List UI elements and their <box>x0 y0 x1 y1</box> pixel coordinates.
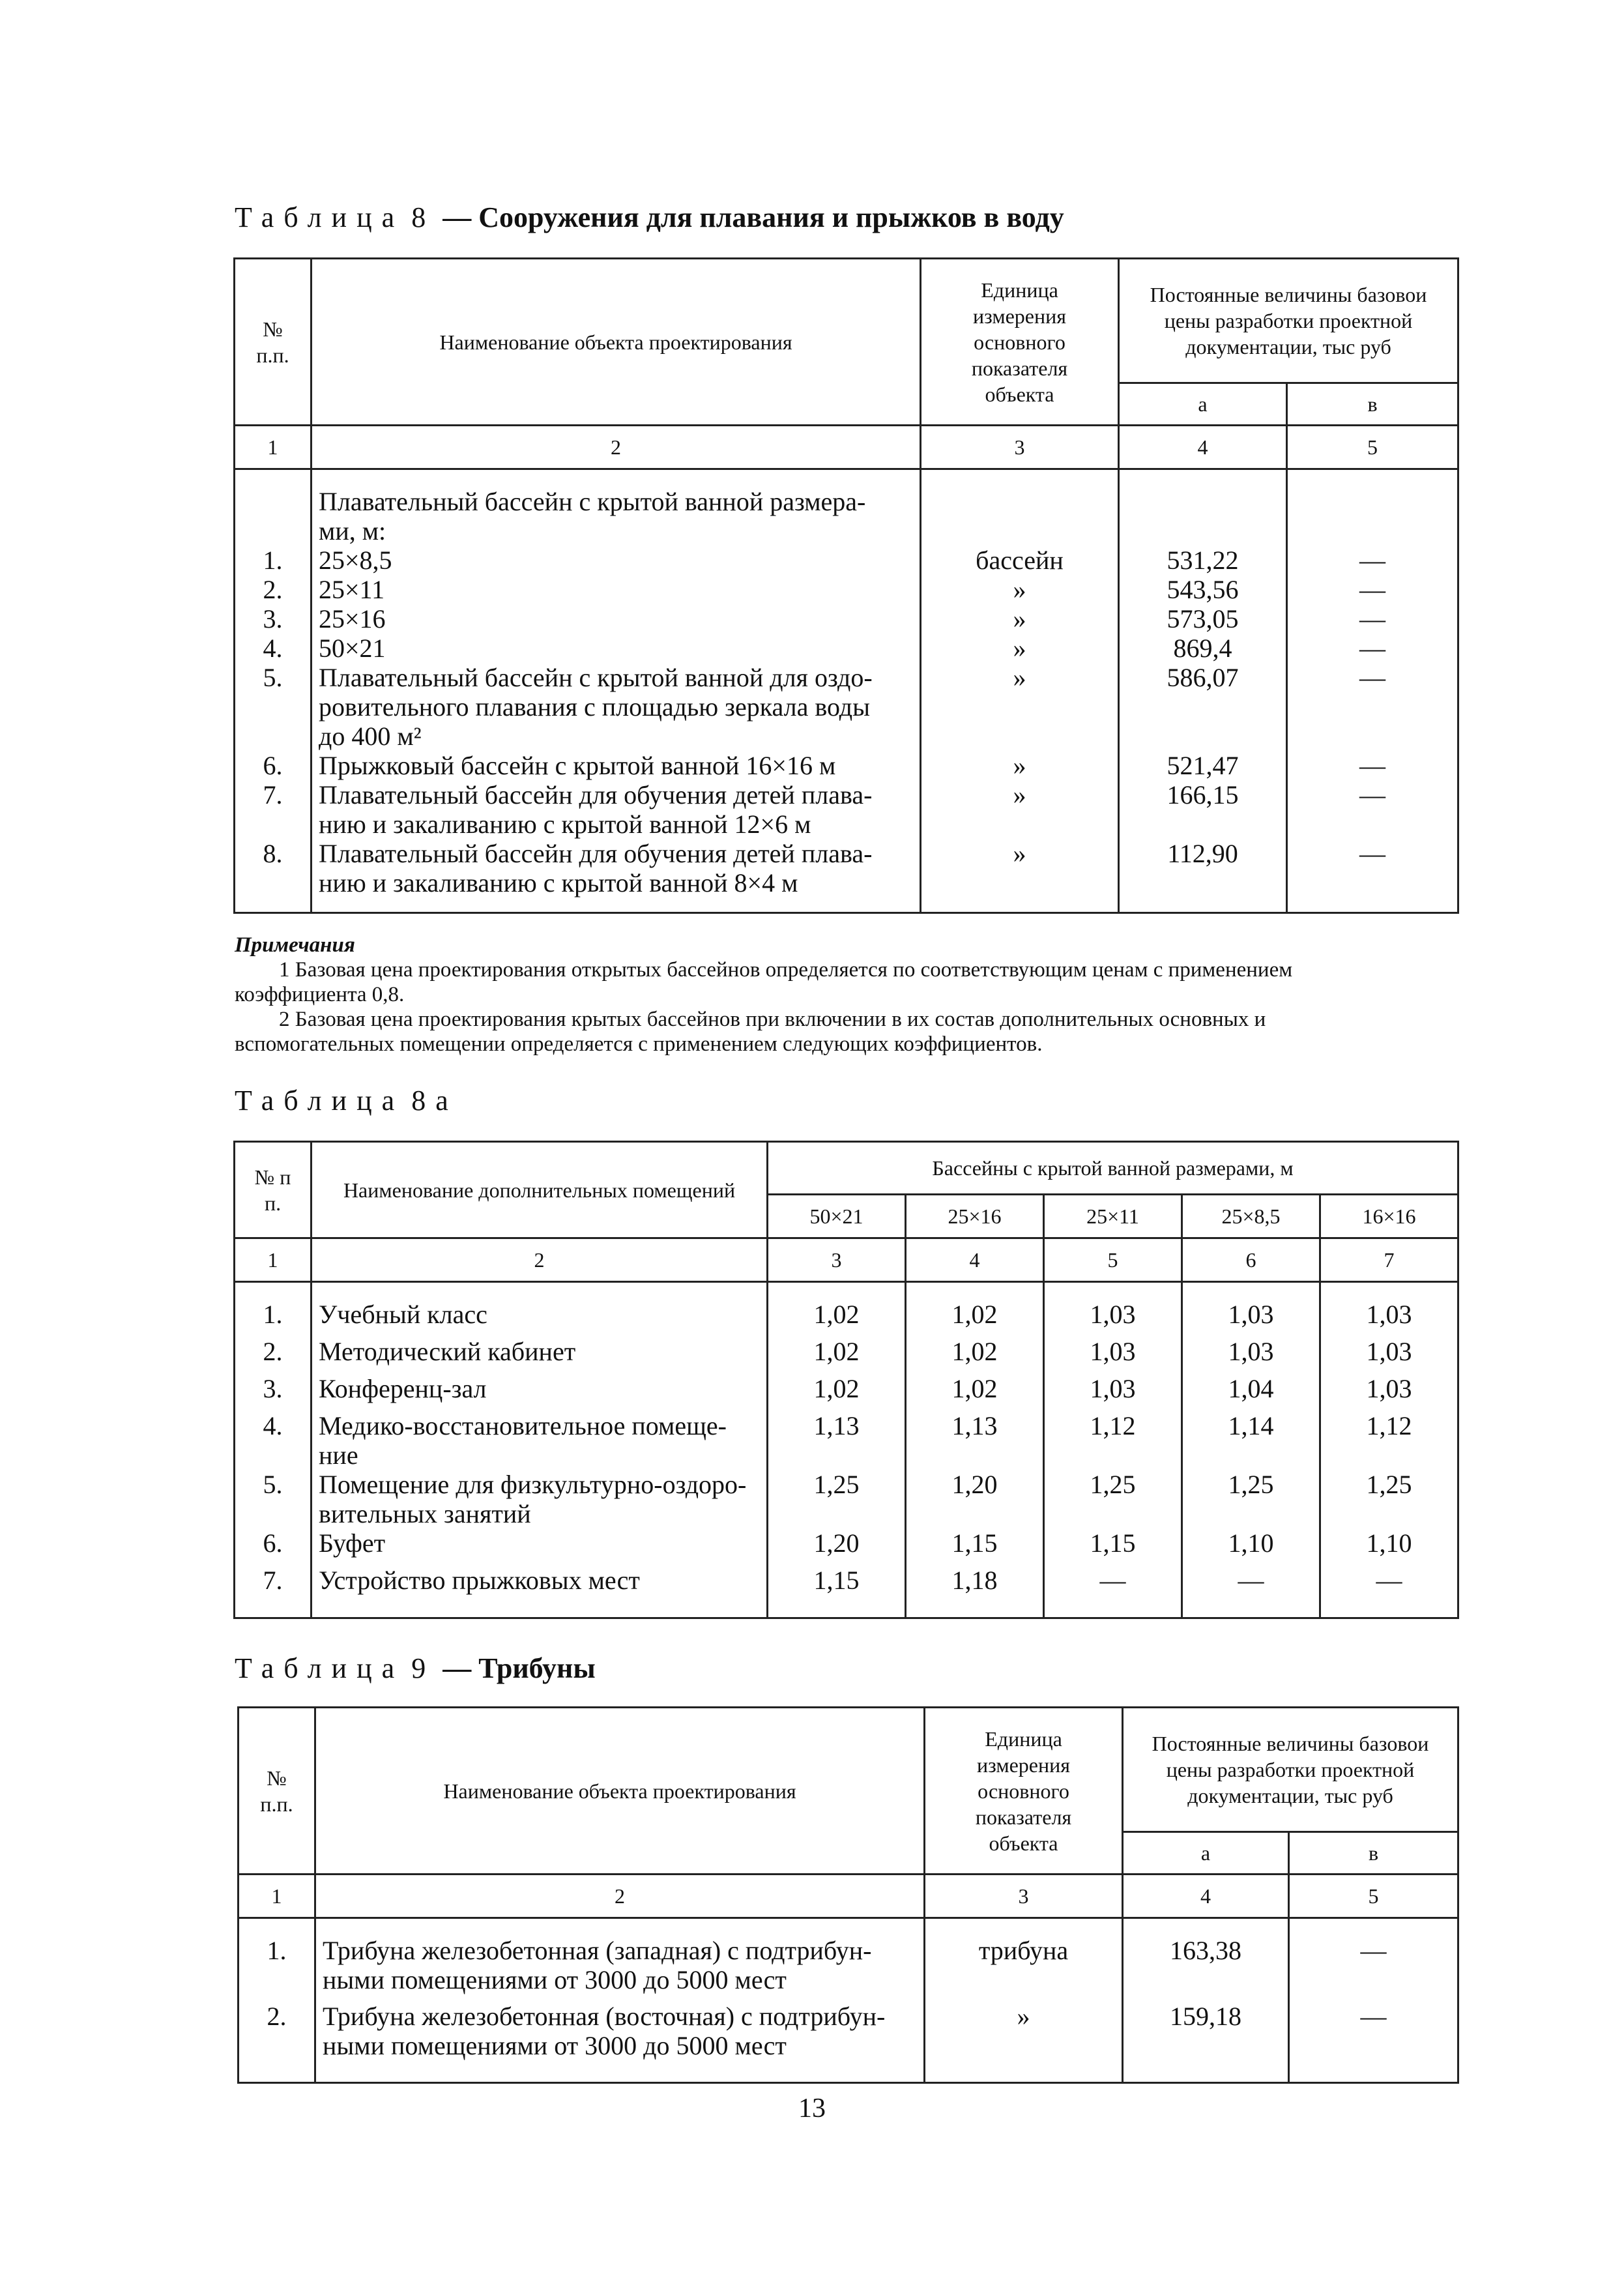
coefficient-cell: — <box>1182 1566 1320 1603</box>
object-name-line-2: ными помещениями от 3000 до 5000 мест <box>323 1965 787 1994</box>
room-name-line-1: Конференц-зал <box>319 1374 487 1403</box>
object-name: ровительного плавания с площадью зеркала воды <box>312 692 921 722</box>
table-row <box>235 1566 1458 1603</box>
table-8a-header-size: 25×16 <box>906 1195 1044 1238</box>
table-row <box>235 810 1458 839</box>
room-name <box>312 1337 768 1374</box>
table-8-colnum: 5 <box>1287 426 1458 469</box>
room-name-line-1: Помещение для физкультурно-оздоро- <box>319 1470 747 1499</box>
coefficient-cell: 1,20 <box>768 1528 906 1566</box>
table-9-header-price: Постоянные величины базовои цены разработки проектной документации, тыс руб <box>1123 1708 1458 1832</box>
table-9-header-name: Наименование объекта проектирования <box>315 1708 925 1875</box>
coefficient-cell: 1,12 <box>1044 1411 1182 1470</box>
table-row <box>235 604 1458 634</box>
object-name-line-2: ными помещениями от 3000 до 5000 мест <box>323 2031 787 2060</box>
room-name-line-1: Медико-восстановительное помеще- <box>319 1411 727 1440</box>
note-1-line-1: 1 Базовая цена проектирования открытых бассейнов определяется по соответствующим ценам с применением <box>279 958 1293 982</box>
coefficient-cell: 1,15 <box>768 1566 906 1603</box>
coefficient-cell: 1,02 <box>906 1337 1044 1374</box>
table-8a-colnum: 4 <box>906 1238 1044 1282</box>
price-a-cell: 112,90 <box>1119 839 1287 868</box>
row-number: 2. <box>235 1337 312 1374</box>
price-b-cell <box>1287 722 1458 751</box>
coefficient-cell: — <box>1044 1566 1182 1603</box>
table-row <box>235 1337 1458 1374</box>
row-number: 2. <box>239 2002 315 2067</box>
price-b-cell: — <box>1287 634 1458 663</box>
coefficient-cell: 1,03 <box>1182 1337 1320 1374</box>
table-8-header-num: № п.п. <box>235 259 312 426</box>
room-name-line-2: ние <box>319 1440 358 1470</box>
coefficient-cell: 1,13 <box>768 1411 906 1470</box>
table-row <box>235 634 1458 663</box>
coefficient-cell: 1,04 <box>1182 1374 1320 1411</box>
table-8a-colnum: 2 <box>312 1238 768 1282</box>
price-b-cell: — <box>1287 839 1458 868</box>
object-name: до 400 м² <box>312 722 921 751</box>
table-8-caption <box>235 203 1064 232</box>
coefficient-cell: 1,25 <box>1044 1470 1182 1528</box>
table-9-column-numbers <box>239 1875 1458 1918</box>
note-2-line-2: вспомогательных помещении определяется с применением следующих коэффициентов. <box>235 1032 1043 1056</box>
object-name: 25×16 <box>312 604 921 634</box>
table-8a-header-name: Наименование дополнительных помещений <box>312 1142 768 1238</box>
row-number: 3. <box>235 1374 312 1411</box>
notes-title: Примечания <box>235 933 355 957</box>
coefficient-cell: 1,15 <box>1044 1528 1182 1566</box>
table-8a-caption-number: 8а <box>411 1085 458 1116</box>
table-row <box>235 487 1458 516</box>
object-name: нию и закаливанию с крытой ванной 8×4 м <box>312 868 921 897</box>
unit-cell: » <box>925 2002 1123 2067</box>
coefficient-cell: 1,20 <box>906 1470 1044 1528</box>
row-number: 6. <box>235 751 312 780</box>
object-name: Плавательный бассейн с крытой ванной для оздо- <box>312 663 921 692</box>
unit-cell: » <box>921 604 1119 634</box>
object-name: 50×21 <box>312 634 921 663</box>
table-row <box>235 1374 1458 1411</box>
object-name-line-1: Трибуна железобетонная (восточная) с подтрибун- <box>323 2002 886 2031</box>
coefficient-cell: — <box>1320 1566 1458 1603</box>
row-number <box>235 516 312 546</box>
unit-cell: » <box>921 839 1119 868</box>
table-row <box>235 839 1458 868</box>
price-a-cell <box>1119 516 1287 546</box>
row-number: 7. <box>235 1566 312 1603</box>
table-8a-header-size: 50×21 <box>768 1195 906 1238</box>
table-9-header-num: № п.п. <box>239 1708 315 1875</box>
table-8-colnum: 3 <box>921 426 1119 469</box>
row-number: 4. <box>235 1411 312 1470</box>
price-b-cell <box>1287 692 1458 722</box>
coefficient-cell: 1,10 <box>1182 1528 1320 1566</box>
object-name: ми, м: <box>312 516 921 546</box>
table-8a-caption <box>235 1087 458 1115</box>
price-a-cell <box>1119 868 1287 897</box>
table-row <box>235 780 1458 810</box>
price-b-cell: — <box>1289 1936 1458 2002</box>
table-9-caption <box>235 1654 596 1683</box>
price-b-cell: — <box>1287 751 1458 780</box>
row-number: 7. <box>235 780 312 810</box>
coefficient-cell: 1,25 <box>1320 1470 1458 1528</box>
room-name <box>312 1528 768 1566</box>
table-9-caption-prefix: Таблица <box>235 1652 405 1684</box>
coefficient-cell: 1,03 <box>1320 1300 1458 1337</box>
row-number: 6. <box>235 1528 312 1566</box>
table-row <box>235 722 1458 751</box>
room-name-line-1: Устройство прыжковых мест <box>319 1566 640 1595</box>
unit-cell: бассейн <box>921 546 1119 575</box>
coefficient-cell: 1,25 <box>1182 1470 1320 1528</box>
price-b-cell: — <box>1287 575 1458 604</box>
table-8a-caption-prefix: Таблица <box>235 1085 405 1116</box>
table-8a-header-num: № п п. <box>235 1142 312 1238</box>
room-name <box>312 1411 768 1470</box>
object-name: Плавательный бассейн для обучения детей плава- <box>312 839 921 868</box>
coefficient-cell: 1,03 <box>1320 1337 1458 1374</box>
price-b-cell <box>1287 810 1458 839</box>
table-8a <box>233 1141 1459 1619</box>
table-row <box>235 1300 1458 1337</box>
object-name: Прыжковый бассейн с крытой ванной 16×16 м <box>312 751 921 780</box>
table-9-colnum: 3 <box>925 1875 1123 1918</box>
price-a-cell: 531,22 <box>1119 546 1287 575</box>
table-9-caption-number: 9 <box>411 1652 436 1684</box>
table-8-header-b: в <box>1287 383 1458 426</box>
notes-block <box>235 933 1460 1057</box>
row-number: 3. <box>235 604 312 634</box>
coefficient-cell: 1,13 <box>906 1411 1044 1470</box>
table-9-colnum: 5 <box>1289 1875 1458 1918</box>
object-name: 25×8,5 <box>312 546 921 575</box>
room-name-line-1: Учебный класс <box>319 1300 487 1329</box>
price-b-cell: — <box>1287 663 1458 692</box>
page-number: 13 <box>798 2094 826 2123</box>
unit-cell: » <box>921 575 1119 604</box>
table-8 <box>233 257 1459 914</box>
room-name-line-2: вительных занятий <box>319 1499 531 1528</box>
object-name: 25×11 <box>312 575 921 604</box>
price-a-cell: 543,56 <box>1119 575 1287 604</box>
unit-cell <box>921 868 1119 897</box>
table-row <box>239 1936 1458 2002</box>
price-b-cell <box>1287 516 1458 546</box>
table-9-header-a: а <box>1123 1832 1289 1875</box>
unit-cell: » <box>921 751 1119 780</box>
price-b-cell: — <box>1287 604 1458 634</box>
table-8-column-numbers <box>235 426 1458 469</box>
table-8a-header-size: 25×11 <box>1044 1195 1182 1238</box>
row-number: 1. <box>235 1300 312 1337</box>
table-9-colnum: 1 <box>239 1875 315 1918</box>
table-8a-header-size: 16×16 <box>1320 1195 1458 1238</box>
table-8a-colnum: 5 <box>1044 1238 1182 1282</box>
unit-cell <box>921 516 1119 546</box>
table-8-colnum: 2 <box>312 426 921 469</box>
note-2-line-1: 2 Базовая цена проектирования крытых бассейнов при включении в их состав дополнительных основных и <box>279 1008 1266 1031</box>
table-8-header-price: Постоянные величины базовои цены разработки проектной документации, тыс руб <box>1119 259 1458 383</box>
unit-cell: трибуна <box>925 1936 1123 2002</box>
price-a-cell: 521,47 <box>1119 751 1287 780</box>
room-name <box>312 1374 768 1411</box>
price-a-cell: 159,18 <box>1123 2002 1289 2067</box>
coefficient-cell: 1,12 <box>1320 1411 1458 1470</box>
price-b-cell: — <box>1287 780 1458 810</box>
coefficient-cell: 1,03 <box>1182 1300 1320 1337</box>
coefficient-cell: 1,25 <box>768 1470 906 1528</box>
table-8-header-unit: Единица измерения основного показателя объекта <box>921 259 1119 426</box>
room-name <box>312 1566 768 1603</box>
coefficient-cell: 1,14 <box>1182 1411 1320 1470</box>
coefficient-cell: 1,02 <box>768 1337 906 1374</box>
coefficient-cell: 1,02 <box>768 1300 906 1337</box>
object-name-line-1: Трибуна железобетонная (западная) с подтрибун- <box>323 1936 872 1965</box>
table-9-header-b: в <box>1289 1832 1458 1875</box>
row-number: 5. <box>235 663 312 692</box>
unit-cell: » <box>921 634 1119 663</box>
object-name <box>315 1936 925 2002</box>
object-name: Плавательный бассейн для обучения детей плава- <box>312 780 921 810</box>
coefficient-cell: 1,03 <box>1044 1300 1182 1337</box>
table-row <box>235 1411 1458 1470</box>
row-number: 1. <box>235 546 312 575</box>
table-8-caption-number: 8 <box>411 201 436 233</box>
unit-cell: » <box>921 780 1119 810</box>
coefficient-cell: 1,03 <box>1044 1374 1182 1411</box>
table-row <box>235 751 1458 780</box>
table-8a-header-group: Бассейны с крытой ванной размерами, м <box>768 1142 1458 1195</box>
coefficient-cell: 1,18 <box>906 1566 1044 1603</box>
table-8a-colnum: 6 <box>1182 1238 1320 1282</box>
table-8a-column-numbers <box>235 1238 1458 1282</box>
coefficient-cell: 1,03 <box>1044 1337 1182 1374</box>
row-number: 2. <box>235 575 312 604</box>
row-number: 5. <box>235 1470 312 1528</box>
table-9-colnum: 2 <box>315 1875 925 1918</box>
table-8a-colnum: 7 <box>1320 1238 1458 1282</box>
row-number <box>235 722 312 751</box>
table-row <box>239 2002 1458 2067</box>
table-8-header-a: а <box>1119 383 1287 426</box>
table-8-caption-prefix: Таблица <box>235 201 405 233</box>
room-name <box>312 1470 768 1528</box>
coefficient-cell: 1,02 <box>906 1374 1044 1411</box>
table-8a-colnum: 3 <box>768 1238 906 1282</box>
row-number: 1. <box>239 1936 315 2002</box>
price-a-cell <box>1119 487 1287 516</box>
unit-cell <box>921 692 1119 722</box>
price-a-cell: 869,4 <box>1119 634 1287 663</box>
room-name-line-1: Буфет <box>319 1528 386 1558</box>
price-a-cell: 163,38 <box>1123 1936 1289 2002</box>
price-a-cell: 573,05 <box>1119 604 1287 634</box>
coefficient-cell: 1,03 <box>1320 1374 1458 1411</box>
table-9-caption-title: — Трибуны <box>442 1652 596 1684</box>
table-8-colnum: 1 <box>235 426 312 469</box>
object-name: Плавательный бассейн с крытой ванной размера- <box>312 487 921 516</box>
table-8-header-name: Наименование объекта проектирования <box>312 259 921 426</box>
table-row <box>235 575 1458 604</box>
room-name-line-1: Методический кабинет <box>319 1337 576 1366</box>
price-b-cell <box>1287 487 1458 516</box>
table-8-caption-title: — Сооружения для плавания и прыжков в воду <box>442 201 1064 233</box>
price-a-cell: 586,07 <box>1119 663 1287 692</box>
price-b-cell <box>1287 868 1458 897</box>
price-a-cell <box>1119 692 1287 722</box>
price-a-cell: 166,15 <box>1119 780 1287 810</box>
unit-cell: » <box>921 663 1119 692</box>
table-row <box>235 663 1458 692</box>
table-8a-colnum: 1 <box>235 1238 312 1282</box>
price-a-cell <box>1119 810 1287 839</box>
coefficient-cell: 1,10 <box>1320 1528 1458 1566</box>
coefficient-cell: 1,02 <box>906 1300 1044 1337</box>
price-a-cell <box>1119 722 1287 751</box>
row-number: 8. <box>235 839 312 868</box>
row-number <box>235 868 312 897</box>
row-number <box>235 810 312 839</box>
table-9 <box>237 1706 1459 2084</box>
row-number: 4. <box>235 634 312 663</box>
coefficient-cell: 1,15 <box>906 1528 1044 1566</box>
object-name: нию и закаливанию с крытой ванной 12×6 м <box>312 810 921 839</box>
note-1-line-2: коэффициента 0,8. <box>235 983 405 1006</box>
unit-cell <box>921 810 1119 839</box>
table-row <box>235 1470 1458 1528</box>
row-number <box>235 487 312 516</box>
coefficient-cell: 1,02 <box>768 1374 906 1411</box>
unit-cell <box>921 722 1119 751</box>
table-8a-header-size: 25×8,5 <box>1182 1195 1320 1238</box>
object-name <box>315 2002 925 2067</box>
table-9-colnum: 4 <box>1123 1875 1289 1918</box>
table-row <box>235 1528 1458 1566</box>
table-row <box>235 692 1458 722</box>
table-8-colnum: 4 <box>1119 426 1287 469</box>
price-b-cell: — <box>1287 546 1458 575</box>
table-9-header-unit: Единица измерения основного показателя объекта <box>925 1708 1123 1875</box>
table-row <box>235 516 1458 546</box>
unit-cell <box>921 487 1119 516</box>
price-b-cell: — <box>1289 2002 1458 2067</box>
row-number <box>235 692 312 722</box>
table-row <box>235 546 1458 575</box>
table-row <box>235 868 1458 897</box>
room-name <box>312 1300 768 1337</box>
